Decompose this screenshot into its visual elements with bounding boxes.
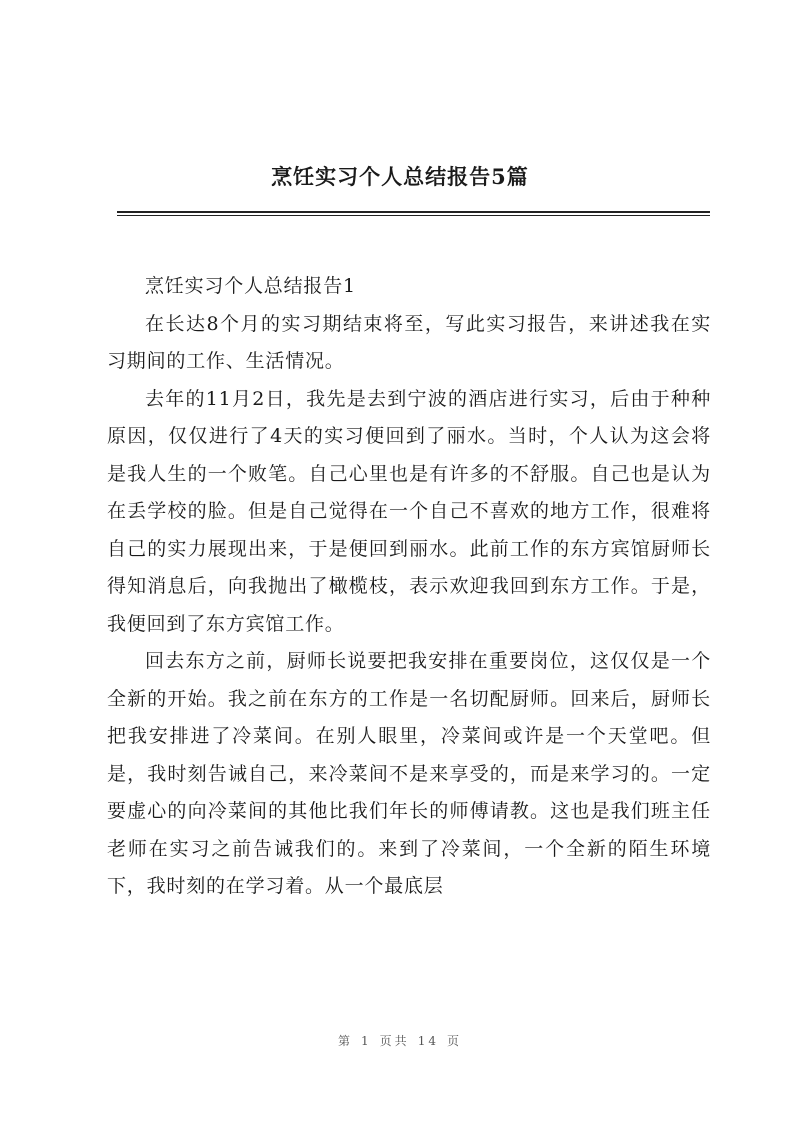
section-heading: 烹饪实习个人总结报告1 bbox=[145, 275, 356, 297]
title-underline-thin bbox=[117, 215, 710, 216]
title-underline-thick bbox=[117, 211, 710, 213]
footer-total-pages: 14 bbox=[417, 1034, 439, 1048]
body-paragraph: 回去东方之前，厨师长说要把我安排在重要岗位，这仅仅是一个全新的开始。我之前在东方的工作是一名切配厨师。回来后，厨师长把我安排进了冷菜间。在别人眼里，冷菜间或许是一个天堂吧。但是，我时刻告诫自己，来冷菜间不是来享受的，而是来学习的。一定要虚心的向冷菜间的其他比我们年长的师傅请教。这也是我们班主任老师在实习之前告诫我们的。来到了冷菜间，一个全新的陌生环境下，我时刻的在学习着。从一个最底层 bbox=[107, 650, 711, 897]
page-footer bbox=[0, 1032, 800, 1049]
footer-prefix: 第 bbox=[338, 1034, 354, 1048]
body-paragraph: 去年的11月2日，我先是去到宁波的酒店进行实习，后由于种种原因，仅仅进行了4天的实习便回到了丽水。当时，个人认为这会将是我人生的一个败笔。自己心里也是有许多的不舒服。自己也是认为在丢学校的脸。但是自己觉得在一个自己不喜欢的地方工作，很难将自己的实力展现出来，于是便回到丽水。此前工作的东方宾馆厨师长得知消息后，向我抛出了橄榄枝，表示欢迎我回到东方工作。于是，我便回到了东方宾馆工作。 bbox=[107, 387, 711, 635]
document-title: 烹饪实习个人总结报告5篇 bbox=[271, 164, 529, 189]
footer-current-page: 1 bbox=[361, 1034, 372, 1048]
body-paragraph: 在长达8个月的实习期结束将至，写此实习报告，来讲述我在实习期间的工作、生活情况。 bbox=[107, 312, 711, 372]
footer-middle: 页共 bbox=[379, 1034, 410, 1048]
document-body bbox=[107, 268, 711, 906]
footer-suffix: 页 bbox=[446, 1034, 462, 1048]
